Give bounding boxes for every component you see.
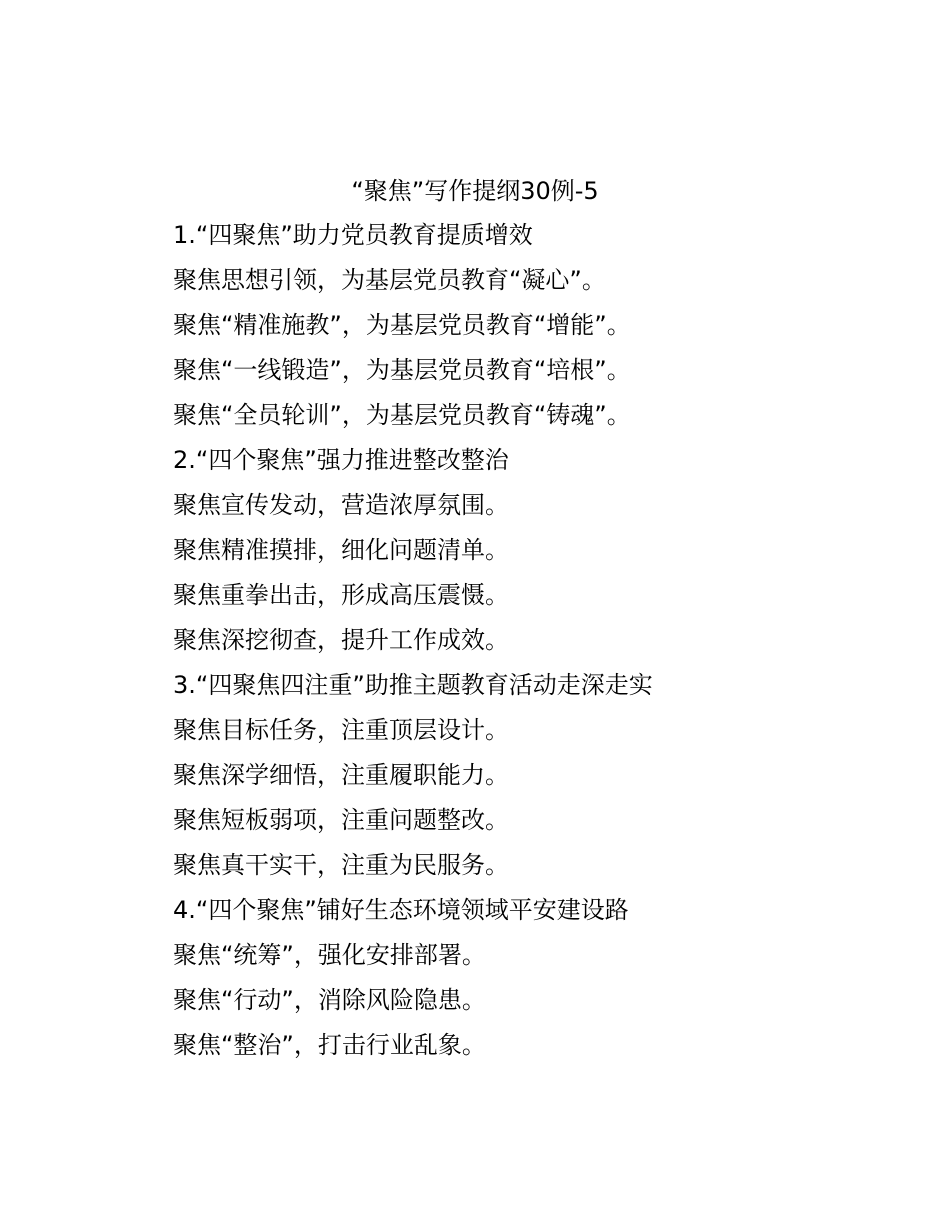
list-item: 聚焦精准摸排，细化问题清单。 [173, 536, 509, 564]
section-heading: 3.“四聚焦四注重”助推主题教育活动走深走实 [173, 671, 653, 699]
list-item: 聚焦短板弱项，注重问题整改。 [173, 806, 509, 834]
list-item: 聚焦“一线锻造”，为基层党员教育“培根”。 [173, 356, 631, 384]
section-heading: 1.“四聚焦”助力党员教育提质增效 [173, 221, 533, 249]
section-heading: 2.“四个聚焦”强力推进整改整治 [173, 446, 509, 474]
list-item: 聚焦“全员轮训”，为基层党员教育“铸魂”。 [173, 401, 631, 429]
list-item: 聚焦目标任务，注重顶层设计。 [173, 716, 509, 744]
section-heading: 4.“四个聚焦”铺好生态环境领域平安建设路 [173, 896, 629, 924]
list-item: 聚焦“整治”，打击行业乱象。 [173, 1031, 486, 1059]
list-item: 聚焦“行动”，消除风险隐患。 [173, 986, 486, 1014]
list-item: 聚焦“精准施教”，为基层党员教育“增能”。 [173, 311, 631, 339]
list-item: 聚焦深学细悟，注重履职能力。 [173, 761, 509, 789]
list-item: 聚焦重拳出击，形成高压震慑。 [173, 581, 509, 609]
list-item: 聚焦“统筹”，强化安排部署。 [173, 941, 486, 969]
list-item: 聚焦深挖彻查，提升工作成效。 [173, 626, 509, 654]
list-item: 聚焦真干实干，注重为民服务。 [173, 851, 509, 879]
list-item: 聚焦思想引领，为基层党员教育“凝心”。 [173, 266, 606, 294]
document-body [173, 213, 873, 1068]
document-title: “聚焦”写作提纲30例-5 [351, 177, 599, 205]
list-item: 聚焦宣传发动，营造浓厚氛围。 [173, 491, 509, 519]
